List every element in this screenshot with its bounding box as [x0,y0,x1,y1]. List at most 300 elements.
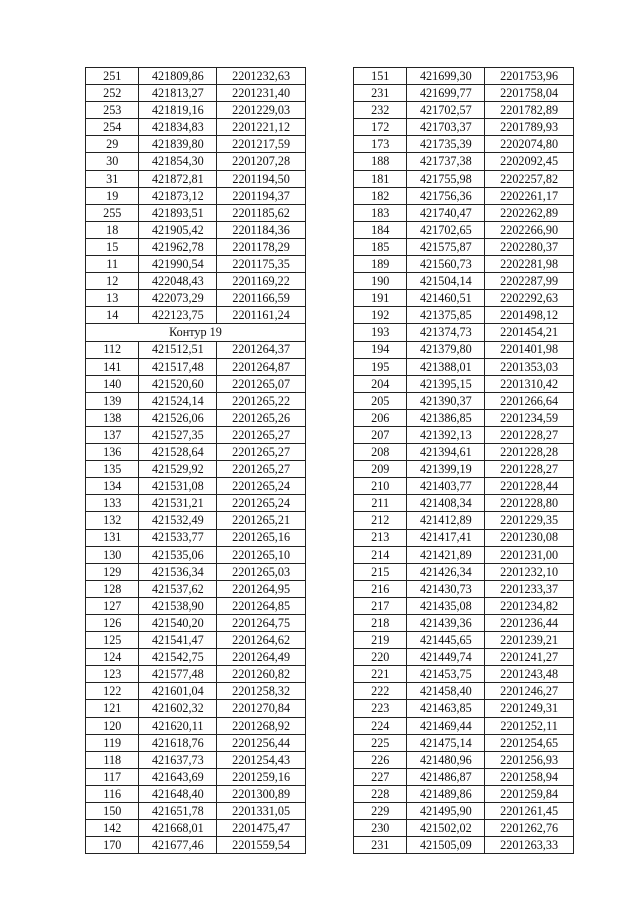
y-coordinate-cell: 2201263,33 [485,837,574,854]
point-number-cell: 215 [354,563,407,580]
point-number-cell: 211 [354,495,407,512]
x-coordinate-cell: 421469,44 [407,717,485,734]
point-number-cell: 220 [354,649,407,666]
x-coordinate-cell: 421449,74 [407,649,485,666]
y-coordinate-cell: 2201264,87 [217,358,306,375]
table-row [354,85,574,102]
point-number-cell: 122 [86,683,139,700]
table-row [354,136,574,153]
y-coordinate-cell: 2201221,12 [217,119,306,136]
table-row [86,136,306,153]
point-number-cell: 209 [354,461,407,478]
point-number-cell: 230 [354,820,407,837]
x-coordinate-cell: 421668,01 [139,820,217,837]
point-number-cell: 210 [354,478,407,495]
point-number-cell: 223 [354,700,407,717]
point-number-cell: 13 [86,290,139,307]
x-coordinate-cell: 421480,96 [407,751,485,768]
y-coordinate-cell: 2201498,12 [485,307,574,324]
x-coordinate-cell: 421504,14 [407,273,485,290]
x-coordinate-cell: 421533,77 [139,529,217,546]
x-coordinate-cell: 421395,15 [407,375,485,392]
y-coordinate-cell: 2201169,22 [217,273,306,290]
y-coordinate-cell: 2201265,07 [217,375,306,392]
y-coordinate-cell: 2202074,80 [485,136,574,153]
table-row [354,597,574,614]
x-coordinate-cell: 421453,75 [407,666,485,683]
coordinates-table-left [85,67,306,854]
y-coordinate-cell: 2201217,59 [217,136,306,153]
point-number-cell: 182 [354,187,407,204]
table-row [354,717,574,734]
table-row [86,632,306,649]
point-number-cell: 132 [86,512,139,529]
table-row [86,580,306,597]
x-coordinate-cell: 421531,08 [139,478,217,495]
y-coordinate-cell: 2201265,03 [217,563,306,580]
table-row [86,256,306,273]
table-row [86,820,306,837]
y-coordinate-cell: 2202287,99 [485,273,574,290]
x-coordinate-cell: 421990,54 [139,256,217,273]
table-row [86,717,306,734]
y-coordinate-cell: 2201262,76 [485,820,574,837]
point-number-cell: 150 [86,803,139,820]
x-coordinate-cell: 421392,13 [407,426,485,443]
y-coordinate-cell: 2202266,90 [485,221,574,238]
point-number-cell: 184 [354,221,407,238]
table-row [354,273,574,290]
point-number-cell: 30 [86,153,139,170]
point-number-cell: 112 [86,341,139,358]
x-coordinate-cell: 421703,37 [407,119,485,136]
x-coordinate-cell: 421426,34 [407,563,485,580]
x-coordinate-cell: 421756,36 [407,187,485,204]
x-coordinate-cell: 421495,90 [407,803,485,820]
point-number-cell: 29 [86,136,139,153]
table-row [354,102,574,119]
table-row [86,187,306,204]
x-coordinate-cell: 421620,11 [139,717,217,734]
x-coordinate-cell: 421502,02 [407,820,485,837]
x-coordinate-cell: 421740,47 [407,204,485,221]
table-row [354,119,574,136]
x-coordinate-cell: 421417,41 [407,529,485,546]
point-number-cell: 213 [354,529,407,546]
x-coordinate-cell: 421702,65 [407,221,485,238]
y-coordinate-cell: 2201265,24 [217,495,306,512]
y-coordinate-cell: 2201258,94 [485,768,574,785]
point-number-cell: 124 [86,649,139,666]
table-row [86,204,306,221]
point-number-cell: 31 [86,170,139,187]
y-coordinate-cell: 2201782,89 [485,102,574,119]
y-coordinate-cell: 2201758,04 [485,85,574,102]
table-row [86,273,306,290]
point-number-cell: 207 [354,426,407,443]
x-coordinate-cell: 421702,57 [407,102,485,119]
x-coordinate-cell: 421537,62 [139,580,217,597]
contour-header-row [86,324,306,341]
table-row [86,666,306,683]
table-row [354,153,574,170]
table-row [86,461,306,478]
table-row [354,187,574,204]
point-number-cell: 183 [354,204,407,221]
x-coordinate-cell: 421893,51 [139,204,217,221]
y-coordinate-cell: 2201258,32 [217,683,306,700]
table-row [86,290,306,307]
table-row [354,238,574,255]
table-row [86,837,306,854]
x-coordinate-cell: 422048,43 [139,273,217,290]
x-coordinate-cell: 421445,65 [407,632,485,649]
table-row [354,221,574,238]
table-row [354,837,574,854]
y-coordinate-cell: 2201259,84 [485,785,574,802]
table-row [86,649,306,666]
table-row [354,444,574,461]
y-coordinate-cell: 2201264,75 [217,615,306,632]
point-number-cell: 120 [86,717,139,734]
y-coordinate-cell: 2201300,89 [217,785,306,802]
y-coordinate-cell: 2201184,36 [217,221,306,238]
x-coordinate-cell: 421512,51 [139,341,217,358]
x-coordinate-cell: 421575,87 [407,238,485,255]
table-row [86,615,306,632]
y-coordinate-cell: 2201264,85 [217,597,306,614]
table-row [354,649,574,666]
table-row [86,768,306,785]
y-coordinate-cell: 2201268,92 [217,717,306,734]
x-coordinate-cell: 421873,12 [139,187,217,204]
y-coordinate-cell: 2201207,28 [217,153,306,170]
x-coordinate-cell: 422073,29 [139,290,217,307]
y-coordinate-cell: 2201228,28 [485,444,574,461]
x-coordinate-cell: 421374,73 [407,324,485,341]
x-coordinate-cell: 421677,46 [139,837,217,854]
table-row [354,426,574,443]
y-coordinate-cell: 2202280,37 [485,238,574,255]
point-number-cell: 251 [86,68,139,85]
table-row [86,85,306,102]
x-coordinate-cell: 421854,30 [139,153,217,170]
point-number-cell: 14 [86,307,139,324]
table-row [86,529,306,546]
table-row [86,563,306,580]
x-coordinate-cell: 421637,73 [139,751,217,768]
y-coordinate-cell: 2201559,54 [217,837,306,854]
point-number-cell: 116 [86,785,139,802]
x-coordinate-cell: 421408,34 [407,495,485,512]
point-number-cell: 172 [354,119,407,136]
x-coordinate-cell: 422123,75 [139,307,217,324]
y-coordinate-cell: 2201261,45 [485,803,574,820]
y-coordinate-cell: 2201270,84 [217,700,306,717]
y-coordinate-cell: 2201256,93 [485,751,574,768]
table-row [354,803,574,820]
x-coordinate-cell: 421526,06 [139,409,217,426]
y-coordinate-cell: 2202261,17 [485,187,574,204]
y-coordinate-cell: 2201254,43 [217,751,306,768]
y-coordinate-cell: 2202262,89 [485,204,574,221]
x-coordinate-cell: 421517,48 [139,358,217,375]
table-row [354,632,574,649]
table-row [354,563,574,580]
y-coordinate-cell: 2201166,59 [217,290,306,307]
table-row [354,375,574,392]
point-number-cell: 192 [354,307,407,324]
table-row [354,820,574,837]
table-row [354,700,574,717]
x-coordinate-cell: 421460,51 [407,290,485,307]
x-coordinate-cell: 421475,14 [407,734,485,751]
point-number-cell: 191 [354,290,407,307]
point-number-cell: 133 [86,495,139,512]
point-number-cell: 224 [354,717,407,734]
x-coordinate-cell: 421602,32 [139,700,217,717]
table-row [86,734,306,751]
point-number-cell: 226 [354,751,407,768]
table-body [354,68,574,854]
y-coordinate-cell: 2201254,65 [485,734,574,751]
table-row [354,461,574,478]
point-number-cell: 118 [86,751,139,768]
table-row [86,700,306,717]
y-coordinate-cell: 2201232,63 [217,68,306,85]
point-number-cell: 142 [86,820,139,837]
point-number-cell: 212 [354,512,407,529]
x-coordinate-cell: 421541,47 [139,632,217,649]
x-coordinate-cell: 421399,19 [407,461,485,478]
table-row [86,358,306,375]
x-coordinate-cell: 421527,35 [139,426,217,443]
y-coordinate-cell: 2201753,96 [485,68,574,85]
point-number-cell: 204 [354,375,407,392]
table-row [354,324,574,341]
y-coordinate-cell: 2201265,27 [217,426,306,443]
y-coordinate-cell: 2201264,62 [217,632,306,649]
y-coordinate-cell: 2201228,27 [485,426,574,443]
table-row [86,221,306,238]
point-number-cell: 15 [86,238,139,255]
table-row [86,426,306,443]
y-coordinate-cell: 2201234,82 [485,597,574,614]
x-coordinate-cell: 421699,30 [407,68,485,85]
y-coordinate-cell: 2201264,37 [217,341,306,358]
x-coordinate-cell: 421536,34 [139,563,217,580]
y-coordinate-cell: 2201234,59 [485,409,574,426]
point-number-cell: 12 [86,273,139,290]
table-row [86,512,306,529]
point-number-cell: 195 [354,358,407,375]
table-row [86,170,306,187]
y-coordinate-cell: 2201454,21 [485,324,574,341]
y-coordinate-cell: 2201265,21 [217,512,306,529]
y-coordinate-cell: 2201310,42 [485,375,574,392]
point-number-cell: 136 [86,444,139,461]
x-coordinate-cell: 421735,39 [407,136,485,153]
x-coordinate-cell: 421379,80 [407,341,485,358]
y-coordinate-cell: 2201260,82 [217,666,306,683]
y-coordinate-cell: 2202257,82 [485,170,574,187]
point-number-cell: 219 [354,632,407,649]
table-row [86,392,306,409]
y-coordinate-cell: 2201789,93 [485,119,574,136]
x-coordinate-cell: 421403,77 [407,478,485,495]
x-coordinate-cell: 421905,42 [139,221,217,238]
x-coordinate-cell: 421520,60 [139,375,217,392]
y-coordinate-cell: 2201265,27 [217,461,306,478]
x-coordinate-cell: 421386,85 [407,409,485,426]
point-number-cell: 255 [86,204,139,221]
y-coordinate-cell: 2201233,37 [485,580,574,597]
table-row [354,170,574,187]
x-coordinate-cell: 421540,20 [139,615,217,632]
table-row [354,358,574,375]
table-row [354,580,574,597]
point-number-cell: 205 [354,392,407,409]
x-coordinate-cell: 421439,36 [407,615,485,632]
y-coordinate-cell: 2201229,35 [485,512,574,529]
table-row [86,68,306,85]
point-number-cell: 229 [354,803,407,820]
y-coordinate-cell: 2201194,50 [217,170,306,187]
point-number-cell: 123 [86,666,139,683]
point-number-cell: 231 [354,837,407,854]
point-number-cell: 19 [86,187,139,204]
y-coordinate-cell: 2201246,27 [485,683,574,700]
x-coordinate-cell: 421528,64 [139,444,217,461]
x-coordinate-cell: 421643,69 [139,768,217,785]
x-coordinate-cell: 421421,89 [407,546,485,563]
x-coordinate-cell: 421538,90 [139,597,217,614]
x-coordinate-cell: 421819,16 [139,102,217,119]
x-coordinate-cell: 421430,73 [407,580,485,597]
table-row [86,238,306,255]
point-number-cell: 189 [354,256,407,273]
x-coordinate-cell: 421577,48 [139,666,217,683]
table-row [354,546,574,563]
table-row [86,803,306,820]
table-row [86,683,306,700]
y-coordinate-cell: 2201252,11 [485,717,574,734]
y-coordinate-cell: 2202292,63 [485,290,574,307]
point-number-cell: 131 [86,529,139,546]
y-coordinate-cell: 2201249,31 [485,700,574,717]
y-coordinate-cell: 2201230,08 [485,529,574,546]
y-coordinate-cell: 2201265,10 [217,546,306,563]
table-row [86,597,306,614]
point-number-cell: 228 [354,785,407,802]
point-number-cell: 129 [86,563,139,580]
y-coordinate-cell: 2201265,16 [217,529,306,546]
x-coordinate-cell: 421394,61 [407,444,485,461]
table-row [354,683,574,700]
y-coordinate-cell: 2201265,27 [217,444,306,461]
table-row [354,256,574,273]
x-coordinate-cell: 421834,83 [139,119,217,136]
x-coordinate-cell: 421529,92 [139,461,217,478]
y-coordinate-cell: 2201264,95 [217,580,306,597]
point-number-cell: 194 [354,341,407,358]
point-number-cell: 252 [86,85,139,102]
point-number-cell: 126 [86,615,139,632]
table-row [354,666,574,683]
contour-label: Контур 19 [86,324,306,341]
y-coordinate-cell: 2201175,35 [217,256,306,273]
x-coordinate-cell: 421601,04 [139,683,217,700]
table-row [354,392,574,409]
table-row [354,495,574,512]
point-number-cell: 208 [354,444,407,461]
y-coordinate-cell: 2201229,03 [217,102,306,119]
point-number-cell: 11 [86,256,139,273]
table-row [86,785,306,802]
point-number-cell: 140 [86,375,139,392]
y-coordinate-cell: 2201331,05 [217,803,306,820]
point-number-cell: 139 [86,392,139,409]
point-number-cell: 193 [354,324,407,341]
x-coordinate-cell: 421839,80 [139,136,217,153]
x-coordinate-cell: 421813,27 [139,85,217,102]
y-coordinate-cell: 2201236,44 [485,615,574,632]
point-number-cell: 206 [354,409,407,426]
table-row [354,204,574,221]
y-coordinate-cell: 2202092,45 [485,153,574,170]
point-number-cell: 18 [86,221,139,238]
table-body [86,68,306,854]
x-coordinate-cell: 421755,98 [407,170,485,187]
table-row [354,768,574,785]
x-coordinate-cell: 421505,09 [407,837,485,854]
y-coordinate-cell: 2201178,29 [217,238,306,255]
point-number-cell: 119 [86,734,139,751]
table-row [86,375,306,392]
x-coordinate-cell: 421648,40 [139,785,217,802]
y-coordinate-cell: 2202281,98 [485,256,574,273]
table-row [354,409,574,426]
x-coordinate-cell: 421489,86 [407,785,485,802]
table-row [86,307,306,324]
y-coordinate-cell: 2201194,37 [217,187,306,204]
table-row [86,751,306,768]
y-coordinate-cell: 2201264,49 [217,649,306,666]
point-number-cell: 231 [354,85,407,102]
point-number-cell: 141 [86,358,139,375]
point-number-cell: 218 [354,615,407,632]
point-number-cell: 217 [354,597,407,614]
table-row [354,341,574,358]
point-number-cell: 253 [86,102,139,119]
y-coordinate-cell: 2201232,10 [485,563,574,580]
table-row [354,68,574,85]
y-coordinate-cell: 2201256,44 [217,734,306,751]
table-row [354,734,574,751]
x-coordinate-cell: 421390,37 [407,392,485,409]
point-number-cell: 254 [86,119,139,136]
point-number-cell: 127 [86,597,139,614]
table-row [354,307,574,324]
table-row [86,478,306,495]
x-coordinate-cell: 421699,77 [407,85,485,102]
x-coordinate-cell: 421463,85 [407,700,485,717]
y-coordinate-cell: 2201265,26 [217,409,306,426]
point-number-cell: 173 [354,136,407,153]
point-number-cell: 185 [354,238,407,255]
x-coordinate-cell: 421618,76 [139,734,217,751]
x-coordinate-cell: 421486,87 [407,768,485,785]
